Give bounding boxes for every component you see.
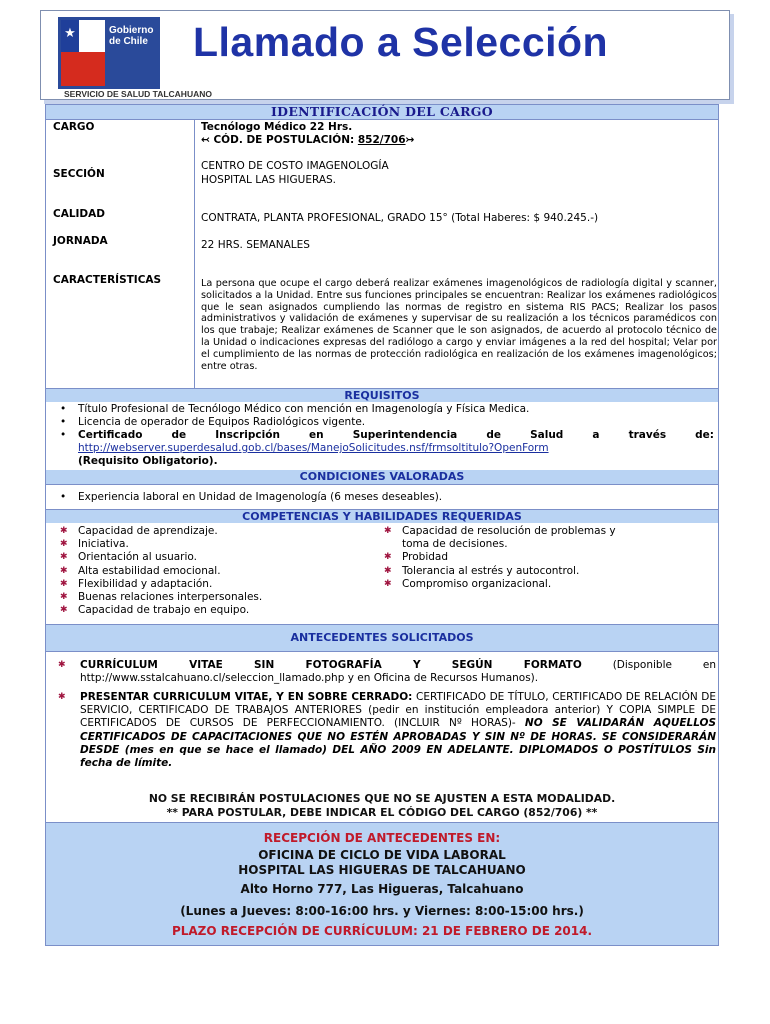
- calidad-label: CALIDAD: [53, 208, 105, 220]
- superintendencia-link[interactable]: http://webserver.superdesalud.gob.cl/bases/ManejoSolicitudes.nsf/frmsoltitulo?OpenForm: [78, 442, 549, 454]
- cod-postulacion: ↢ CÓD. DE POSTULACIÓN: 852/706↣: [201, 134, 415, 146]
- seccion-line1: CENTRO DE COSTO IMAGENOLOGÍA: [201, 160, 389, 172]
- recepcion-title: RECEPCIÓN DE ANTECEDENTES EN:: [263, 831, 501, 845]
- recepcion-box: [46, 823, 718, 945]
- condiciones-list: [60, 491, 714, 504]
- list-item: ✱ Capacidad de trabajo en equipo.: [58, 604, 262, 617]
- right-arrow-icon: ↣: [405, 134, 415, 146]
- recepcion-horario: (Lunes a Jueves: 8:00-16:00 hrs. y Viernes: 8:00-15:00 hrs.): [180, 904, 584, 918]
- cargo-value: Tecnólogo Médico 22 Hrs.: [201, 121, 353, 133]
- antecedente-presentar: ✱ PRESENTAR CURRICULUM VITAE, Y EN SOBRE CERRADO: CERTIFICADO DE TÍTULO, CERTIFICADO DE RELACIÓN DE SERVICIO, CERTIFICADO DE TRABAJOS ANTERIORES (pedir en institución empleadora anterior) Y COPIA SIMPLE DE CERTIFICADOS DE CURSOS DE PERFECCIONAMIENTO. (INCLUIR Nº HORAS)- NO SE VALIDARÁN AQUELLOS CERTIFICADOS DE CAPACITACIONES QUE NO ESTÉN APROBADAS Y SIN Nº DE HORAS. SE CONSIDERARÁN DESDE (mes en que se hace el llamado) DEL AÑO 2009 EN ADELANTE. DIPLOMADOS O POSTÍTULOS Sin fecha de límite.: [58, 691, 717, 770]
- competencias-heading: COMPETENCIAS Y HABILIDADES REQUERIDAS: [46, 510, 718, 523]
- caracteristicas-label: CARACTERÍSTICAS: [53, 274, 162, 286]
- antecedentes-heading: ANTECEDENTES SOLICITADOS: [46, 625, 718, 651]
- antecedente-cv: ✱ CURRÍCULUM VITAE SIN FOTOGRAFÍA Y SEGÚN FORMATO (Disponible en http://www.sstalcahuano.cl/seleccion_llamado.php y en Oficina de Recursos Humanos).: [58, 659, 716, 685]
- identificacion-heading: IDENTIFICACIÓN DEL CARGO: [46, 105, 718, 119]
- cod-postulacion-value: 852/706: [357, 134, 406, 146]
- recepcion-plazo: PLAZO RECEPCIÓN DE CURRÍCULUM: 21 DE FEBRERO DE 2014.: [171, 924, 593, 938]
- asterisk-icon: ✱: [58, 692, 66, 702]
- list-item: • Experiencia laboral en Unidad de Imagenología (6 meses deseables).: [60, 491, 714, 504]
- list-item: ✱ Iniciativa.: [58, 538, 262, 551]
- recepcion-direccion: Alto Horno 777, Las Higueras, Talcahuano: [240, 882, 524, 896]
- competencias-left-list: [58, 525, 262, 617]
- cargo-label: CARGO: [53, 121, 95, 133]
- list-item: ✱ Flexibilidad y adaptación.: [58, 578, 262, 591]
- service-name: SERVICIO DE SALUD TALCAHUANO: [64, 89, 212, 99]
- caracteristicas-value: La persona que ocupe el cargo deberá realizar exámenes imagenológicos de radiología digital y scanner, solicitados a la Unidad. Entre sus funciones principales se encuentran: Realizar los exámenes radiológicos que le sean asignados cumpliendo las normas de registro en sistema RIS PACS; Realizar los pasos administrativos y validación de exámenes y supervisar de su realización a los técnicos paramédicos con los que trabaje; Realizar exámenes de Scanner que le son asignados, de acuerdo al protocolo técnico de la Unidad o indicaciones expresas del radiólogo a cargo y enviar imágenes a la red del hospital; Velar por el cumplimiento de las normas de protección radiológica en realización de los exámenes imagenológicos; entre otras.: [201, 278, 717, 372]
- competencias-right-list: [382, 525, 616, 591]
- seccion-line2: HOSPITAL LAS HIGUERAS.: [201, 174, 337, 186]
- list-item: ✱ Compromiso organizacional.: [382, 578, 616, 591]
- left-arrow-icon: ↢: [201, 134, 214, 146]
- list-item: ✱ Orientación al usuario.: [58, 551, 262, 564]
- calidad-value: CONTRATA, PLANTA PROFESIONAL, GRADO 15° (Total Haberes: $ 940.245.-): [201, 212, 599, 224]
- id-column-divider: [194, 119, 195, 388]
- recepcion-hospital: HOSPITAL LAS HIGUERAS DE TALCAHUANO: [238, 863, 526, 877]
- jornada-label: JORNADA: [53, 235, 108, 247]
- list-item: ✱ Tolerancia al estrés y autocontrol.: [382, 565, 616, 578]
- list-item: ✱ Buenas relaciones interpersonales.: [58, 591, 262, 604]
- recepcion-oficina: OFICINA DE CICLO DE VIDA LABORAL: [258, 848, 506, 862]
- asterisk-icon: ✱: [58, 660, 66, 670]
- jornada-value: 22 HRS. SEMANALES: [201, 239, 310, 251]
- seccion-label: SECCIÓN: [53, 168, 105, 180]
- list-item: • Licencia de operador de Equipos Radiológicos vigente.: [60, 416, 714, 429]
- list-item: • Certificado de Inscripción en Superintendencia de Salud a través de: http://webserver.superdesalud.gob.cl/bases/ManejoSolicitudes.nsf/frmsoltitulo?OpenForm (Requisito Obligatorio).: [60, 429, 714, 468]
- list-item: ✱ Capacidad de aprendizaje.: [58, 525, 262, 538]
- list-item: ✱ Probidad: [382, 551, 616, 564]
- logo-text: Gobierno de Chile: [109, 25, 154, 47]
- condiciones-heading: CONDICIONES VALORADAS: [46, 470, 718, 484]
- requisitos-heading: REQUISITOS: [46, 389, 718, 402]
- requisitos-list: [60, 403, 714, 468]
- list-item: ✱ Capacidad de resolución de problemas y toma de decisiones.: [382, 525, 616, 551]
- document-header: [40, 10, 730, 100]
- chile-flag-icon: ★: [61, 20, 105, 86]
- notice-codigo: ** PARA POSTULAR, DEBE INDICAR EL CÓDIGO DEL CARGO (852/706) **: [166, 806, 598, 819]
- gobierno-de-chile-logo: [58, 17, 160, 89]
- list-item: ✱ Alta estabilidad emocional.: [58, 565, 262, 578]
- list-item: • Título Profesional de Tecnólogo Médico con mención en Imagenología y Física Medica.: [60, 403, 714, 416]
- page-title: Llamado a Selección: [193, 19, 609, 65]
- notice-modalidad: NO SE RECIBIRÁN POSTULACIONES QUE NO SE AJUSTEN A ESTA MODALIDAD.: [148, 792, 616, 805]
